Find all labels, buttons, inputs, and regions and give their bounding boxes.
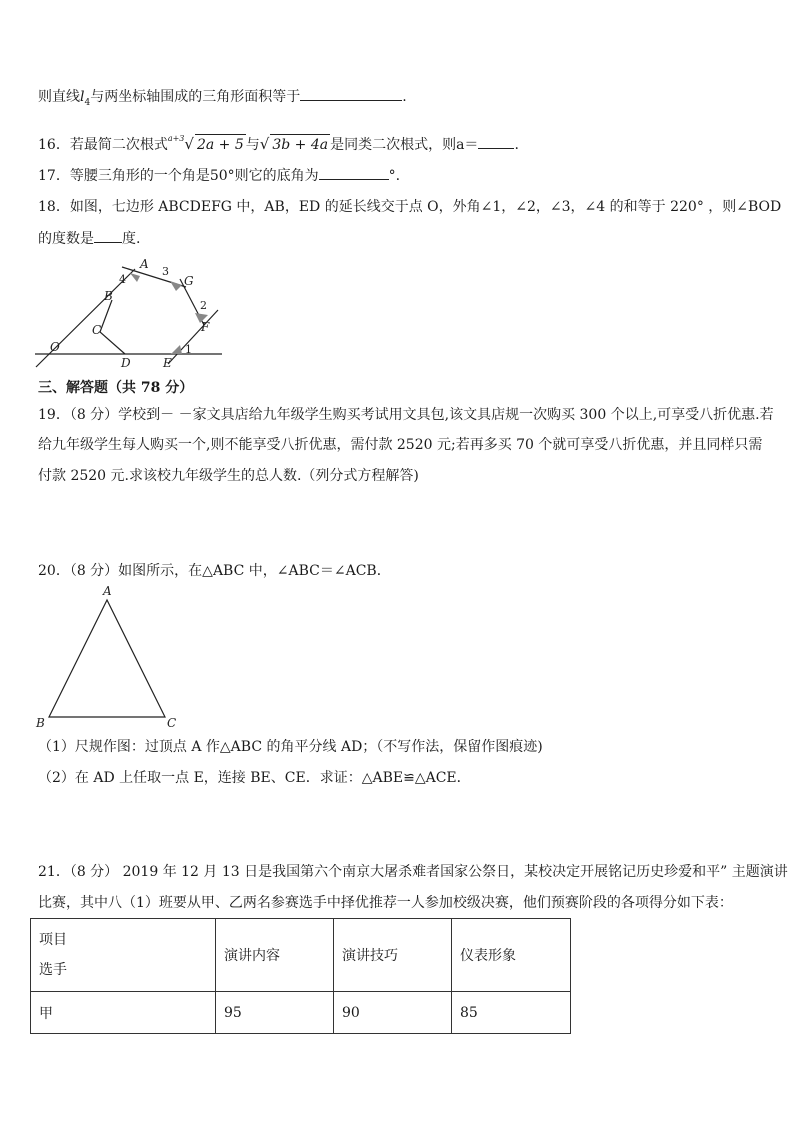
angle-3-mark: [170, 281, 182, 291]
question-18-line1: 18．如图，七边形 ABCDEFG 中，AB，ED 的延长线交于点 O，外角∠1，∠2，∠3，∠4 的和等于 220° ，则∠BOD: [38, 199, 782, 215]
question-20-part2: （2）在 AD 上任取一点 E，连接 BE、CE．求证：△ABE≌△ACE．: [38, 770, 471, 786]
table-cell: 90: [334, 992, 452, 1034]
angle-1-label: 1: [185, 343, 192, 356]
question-19-line3: 付款 2520 元.求该校九年级学生的总人数.（列分式方程解答): [38, 468, 419, 484]
q15-tail-line: 则直线$l_4$与两坐标轴围成的三角形面积等于 .: [38, 86, 764, 113]
answer-blank: [300, 86, 402, 101]
answer-blank: [478, 134, 514, 149]
label-b: B: [104, 289, 113, 303]
answer-blank: [319, 165, 389, 180]
table-cell: 85: [452, 992, 571, 1034]
section-3-heading: 三、解答题（共 78 分）: [38, 380, 194, 396]
angle-4-mark: [130, 273, 140, 282]
question-17: 17．等腰三角形的一个角是50°则它的底角为 °.: [38, 165, 764, 186]
answer-blank: [94, 228, 122, 243]
table-row-name: 甲: [31, 992, 216, 1034]
label-f: F: [201, 320, 210, 334]
label-g: G: [184, 274, 194, 288]
label-a: A: [140, 257, 149, 271]
question-20-stem: 20．（8 分）如图所示，在△ABC 中，∠ABC＝∠ACB．: [38, 563, 391, 579]
label-e: E: [163, 356, 172, 370]
question-21-line2: 比赛，其中八（1）班要从甲、乙两名参赛选手中择优推荐一人参加校级决赛，他们预赛阶段的各项得分如下表：: [38, 895, 733, 911]
polygon-sides: [100, 300, 125, 354]
label-a: A: [103, 584, 112, 598]
label-o: O: [50, 340, 60, 354]
label-b: B: [36, 716, 45, 730]
question-16: 16．若最简二次根式$^{a+3}$√ 2a + 5 与√ 3b + 4a 是同类二次根式，则a＝ .: [38, 134, 519, 153]
angle-1-mark: [171, 345, 182, 354]
question-19-line2: 给九年级学生每人购买一个,则不能享受八折优惠，需付款 2520 元;若再多买 70 个就可享受八折优惠，并且同样只需: [38, 437, 763, 453]
heptagon-figure: [30, 255, 230, 370]
label-c: C: [167, 716, 177, 730]
line-fe: [168, 310, 218, 364]
table-col-header: 演讲技巧: [334, 919, 452, 992]
question-20-part1: （1）尺规作图：过顶点 A 作△ABC 的角平分线 AD；（不写作法，保留作图痕迹): [38, 739, 543, 755]
table-header-row: [31, 919, 571, 992]
table-corner-cell: 项目 选手: [31, 919, 216, 992]
question-21-line1: 21．（8 分） 2019 年 12 月 13 日是我国第六个南京大屠杀难者国家公祭日，某校决定开展铭记历史珍爱和平” 主题演讲: [38, 864, 788, 880]
angle-3-label: 3: [162, 265, 169, 278]
question-18-line2: 的度数是 度.: [38, 228, 764, 249]
angle-4-label: 4: [119, 273, 126, 286]
score-table: [30, 918, 571, 1034]
table-col-header: 仪表形象: [452, 919, 571, 992]
angle-2-label: 2: [200, 299, 207, 312]
label-d: D: [121, 356, 131, 370]
question-19-line1: 19．（8 分）学校到－ －家文具店给九年级学生购买考试用文具包,该文具店规一次购买 300 个以上,可享受八折优惠.若: [38, 407, 774, 423]
table-cell: 95: [216, 992, 334, 1034]
triangle-figure: [30, 583, 190, 733]
triangle-abc: [49, 600, 165, 717]
label-c: C: [92, 323, 102, 337]
table-col-header: 演讲内容: [216, 919, 334, 992]
table-row: [31, 992, 571, 1034]
